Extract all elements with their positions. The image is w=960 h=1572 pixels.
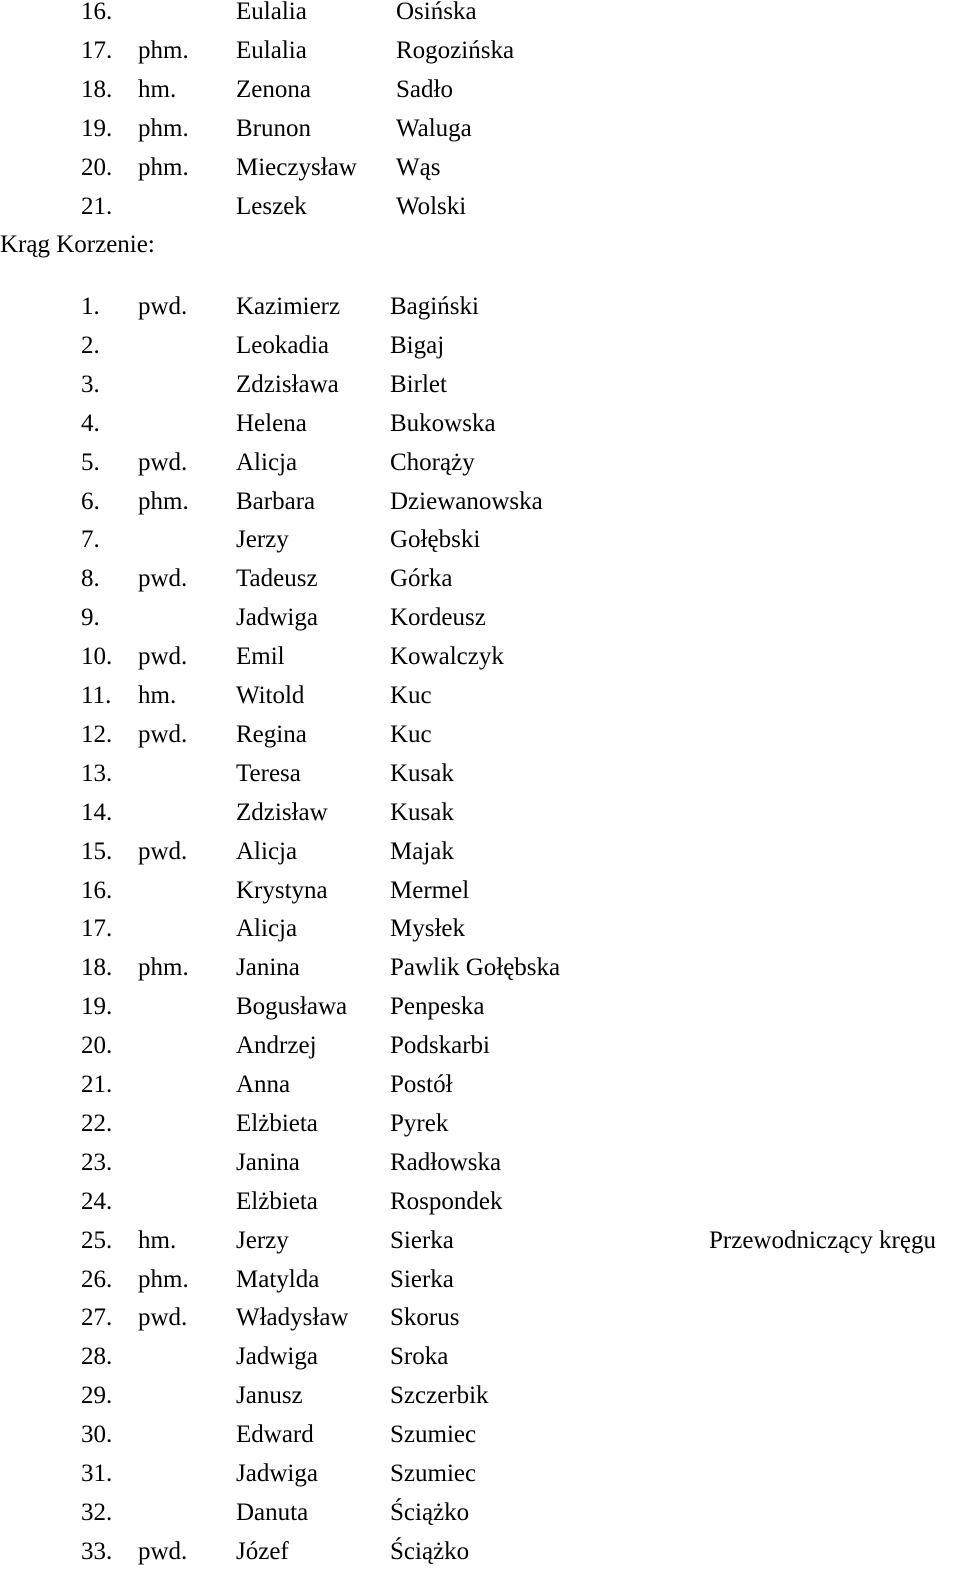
member-last-name: Wąs [396,153,441,181]
member-first-name: Krystyna [236,876,328,904]
member-first-name: Elżbieta [236,1187,318,1215]
member-last-name: Sroka [390,1343,449,1371]
member-last-name: Bagiński [390,293,479,320]
member-number: 16. [81,0,113,25]
member-number: 32. [81,1498,113,1526]
member-rank: hm. [138,75,177,103]
member-first-name: Edward [236,1421,314,1449]
member-row [0,31,960,70]
member-first-name: Józef [236,1537,289,1565]
member-rank: pwd. [138,293,188,320]
member-rank: pwd. [138,1537,188,1565]
member-rank: phm. [138,36,189,64]
member-row [0,637,960,676]
member-last-name: Kusak [390,759,454,787]
member-row [0,1376,960,1415]
member-first-name: Barbara [236,487,316,515]
member-first-name: Jadwiga [236,604,318,632]
member-rank: pwd. [138,565,188,593]
member-number: 21. [81,1071,113,1098]
member-last-name: Rospondek [390,1187,503,1215]
member-number: 20. [81,1032,113,1060]
member-number: 4. [81,409,100,437]
member-row [0,482,960,521]
member-number: 30. [81,1421,113,1449]
member-rank: phm. [138,153,189,181]
member-number: 6. [81,487,100,515]
member-number: 2. [81,331,100,359]
member-row [0,1337,960,1376]
member-first-name: Zdzisława [236,370,339,398]
member-number: 11. [81,682,112,709]
member-row [0,909,960,948]
member-last-name: Kordeusz [390,604,486,632]
member-number: 21. [81,192,113,220]
member-last-name: Dziewanowska [390,487,543,515]
member-row [0,793,960,832]
member-last-name: Szczerbik [390,1382,489,1410]
member-last-name: Sierka [390,1265,454,1293]
member-rank: pwd. [138,448,188,476]
member-rank: pwd. [138,643,188,671]
member-rank: phm. [138,1265,189,1293]
member-row [0,443,960,482]
member-row [0,1065,960,1104]
member-first-name: Regina [236,720,307,748]
member-last-name: Ściążko [390,1498,470,1526]
member-number: 13. [81,759,113,787]
member-first-name: Elżbieta [236,1109,318,1137]
member-first-name: Leokadia [236,331,330,359]
member-last-name: Kuc [390,720,432,748]
member-last-name: Wolski [396,192,467,220]
member-last-name: Górka [390,565,453,593]
member-row [0,1260,960,1299]
member-first-name: Eulalia [236,0,307,25]
member-number: 9. [81,604,100,632]
member-last-name: Bigaj [390,331,445,359]
member-row [0,871,960,910]
member-last-name: Sadło [396,75,453,103]
member-first-name: Eulalia [236,36,307,64]
member-first-name: Matylda [236,1265,320,1293]
member-row [0,1493,960,1532]
member-last-name: Sierka [390,1226,454,1254]
member-row [0,1415,960,1454]
member-number: 7. [81,526,100,554]
member-last-name: Mysłek [390,915,465,943]
member-first-name: Władysław [236,1304,349,1332]
member-last-name: Radłowska [390,1148,502,1176]
member-row [0,948,960,987]
member-rank: pwd. [138,720,188,748]
member-last-name: Birlet [390,370,447,398]
member-row [0,0,960,31]
member-rank: hm. [138,682,177,709]
member-first-name: Tadeusz [236,565,318,593]
member-row [0,676,960,715]
member-number: 12. [81,720,113,748]
member-first-name: Janina [236,1148,300,1176]
member-number: 15. [81,837,113,865]
member-number: 17. [81,36,113,64]
member-number: 22. [81,1109,113,1137]
member-row [0,148,960,187]
member-last-name: Chorąży [390,448,475,476]
section-heading-krag-korzenie: Krąg Korzenie: [0,231,155,258]
member-rank: pwd. [138,837,188,865]
member-first-name: Bogusława [236,993,348,1021]
member-row [0,754,960,793]
member-first-name: Janusz [236,1382,303,1410]
member-row [0,109,960,148]
member-last-name: Osińska [396,0,477,25]
member-row [0,326,960,365]
member-row [0,520,960,559]
member-first-name: Janina [236,954,300,982]
member-last-name: Waluga [396,114,472,142]
member-number: 5. [81,448,100,476]
member-last-name: Postół [390,1071,453,1098]
member-last-name: Skorus [390,1304,460,1332]
member-note: Przewodniczący kręgu [709,1226,936,1254]
member-row [0,365,960,404]
member-number: 20. [81,153,113,181]
member-first-name: Danuta [236,1498,309,1526]
member-row [0,70,960,109]
member-first-name: Helena [236,409,307,437]
member-last-name: Szumiec [390,1421,477,1449]
member-row [0,404,960,443]
member-number: 24. [81,1187,113,1215]
member-last-name: Penpeska [390,993,485,1021]
member-row [0,1143,960,1182]
member-rank: phm. [138,114,189,142]
member-first-name: Witold [236,682,305,709]
member-first-name: Kazimierz [236,293,341,320]
member-number: 14. [81,798,113,826]
member-last-name: Kuc [390,682,432,709]
member-first-name: Jadwiga [236,1343,318,1371]
member-row [0,1182,960,1221]
member-last-name: Ściążko [390,1537,470,1565]
member-number: 28. [81,1343,113,1371]
member-last-name: Rogozińska [396,36,515,64]
member-row [0,1532,960,1571]
member-last-name: Majak [390,837,454,865]
member-first-name: Jadwiga [236,1460,318,1487]
member-first-name: Andrzej [236,1032,317,1060]
member-number: 3. [81,370,100,398]
member-row [0,832,960,871]
member-first-name: Brunon [236,114,311,142]
member-last-name: Kowalczyk [390,643,504,671]
member-last-name: Bukowska [390,409,496,437]
member-row [0,1454,960,1493]
member-row [0,598,960,637]
member-number: 16. [81,876,113,904]
member-number: 26. [81,1265,113,1293]
member-number: 8. [81,565,100,593]
member-first-name: Leszek [236,192,307,220]
member-number: 19. [81,114,113,142]
member-number: 23. [81,1148,113,1176]
member-rank: hm. [138,1226,177,1254]
member-number: 18. [81,954,113,982]
member-row [0,187,960,226]
member-row [0,1026,960,1065]
member-first-name: Zdzisław [236,798,328,826]
member-row [0,987,960,1026]
member-first-name: Mieczysław [236,153,357,181]
member-number: 17. [81,915,113,943]
member-row [0,1298,960,1337]
member-row [0,559,960,598]
member-number: 33. [81,1537,113,1565]
member-number: 27. [81,1304,113,1332]
member-number: 1. [81,293,100,320]
member-row [0,1104,960,1143]
member-number: 18. [81,75,113,103]
member-first-name: Alicja [236,448,298,476]
member-first-name: Jerzy [236,526,289,554]
member-number: 31. [81,1460,113,1487]
member-last-name: Kusak [390,798,454,826]
member-last-name: Mermel [390,876,470,904]
member-number: 25. [81,1226,113,1254]
member-first-name: Emil [236,643,285,671]
member-first-name: Anna [236,1071,291,1098]
member-last-name: Podskarbi [390,1032,490,1060]
member-last-name: Pyrek [390,1109,449,1137]
member-last-name: Szumiec [390,1460,477,1487]
member-rank: phm. [138,487,189,515]
member-first-name: Zenona [236,75,311,103]
member-row [0,287,960,326]
member-last-name: Pawlik Gołębska [390,954,561,982]
member-first-name: Teresa [236,759,301,787]
member-last-name: Gołębski [390,526,481,554]
member-first-name: Jerzy [236,1226,289,1254]
member-row [0,1221,960,1260]
member-number: 29. [81,1382,113,1410]
member-first-name: Alicja [236,915,298,943]
member-rank: phm. [138,954,189,982]
member-first-name: Alicja [236,837,298,865]
member-number: 19. [81,993,113,1021]
member-rank: pwd. [138,1304,188,1332]
member-row [0,715,960,754]
member-number: 10. [81,643,113,671]
